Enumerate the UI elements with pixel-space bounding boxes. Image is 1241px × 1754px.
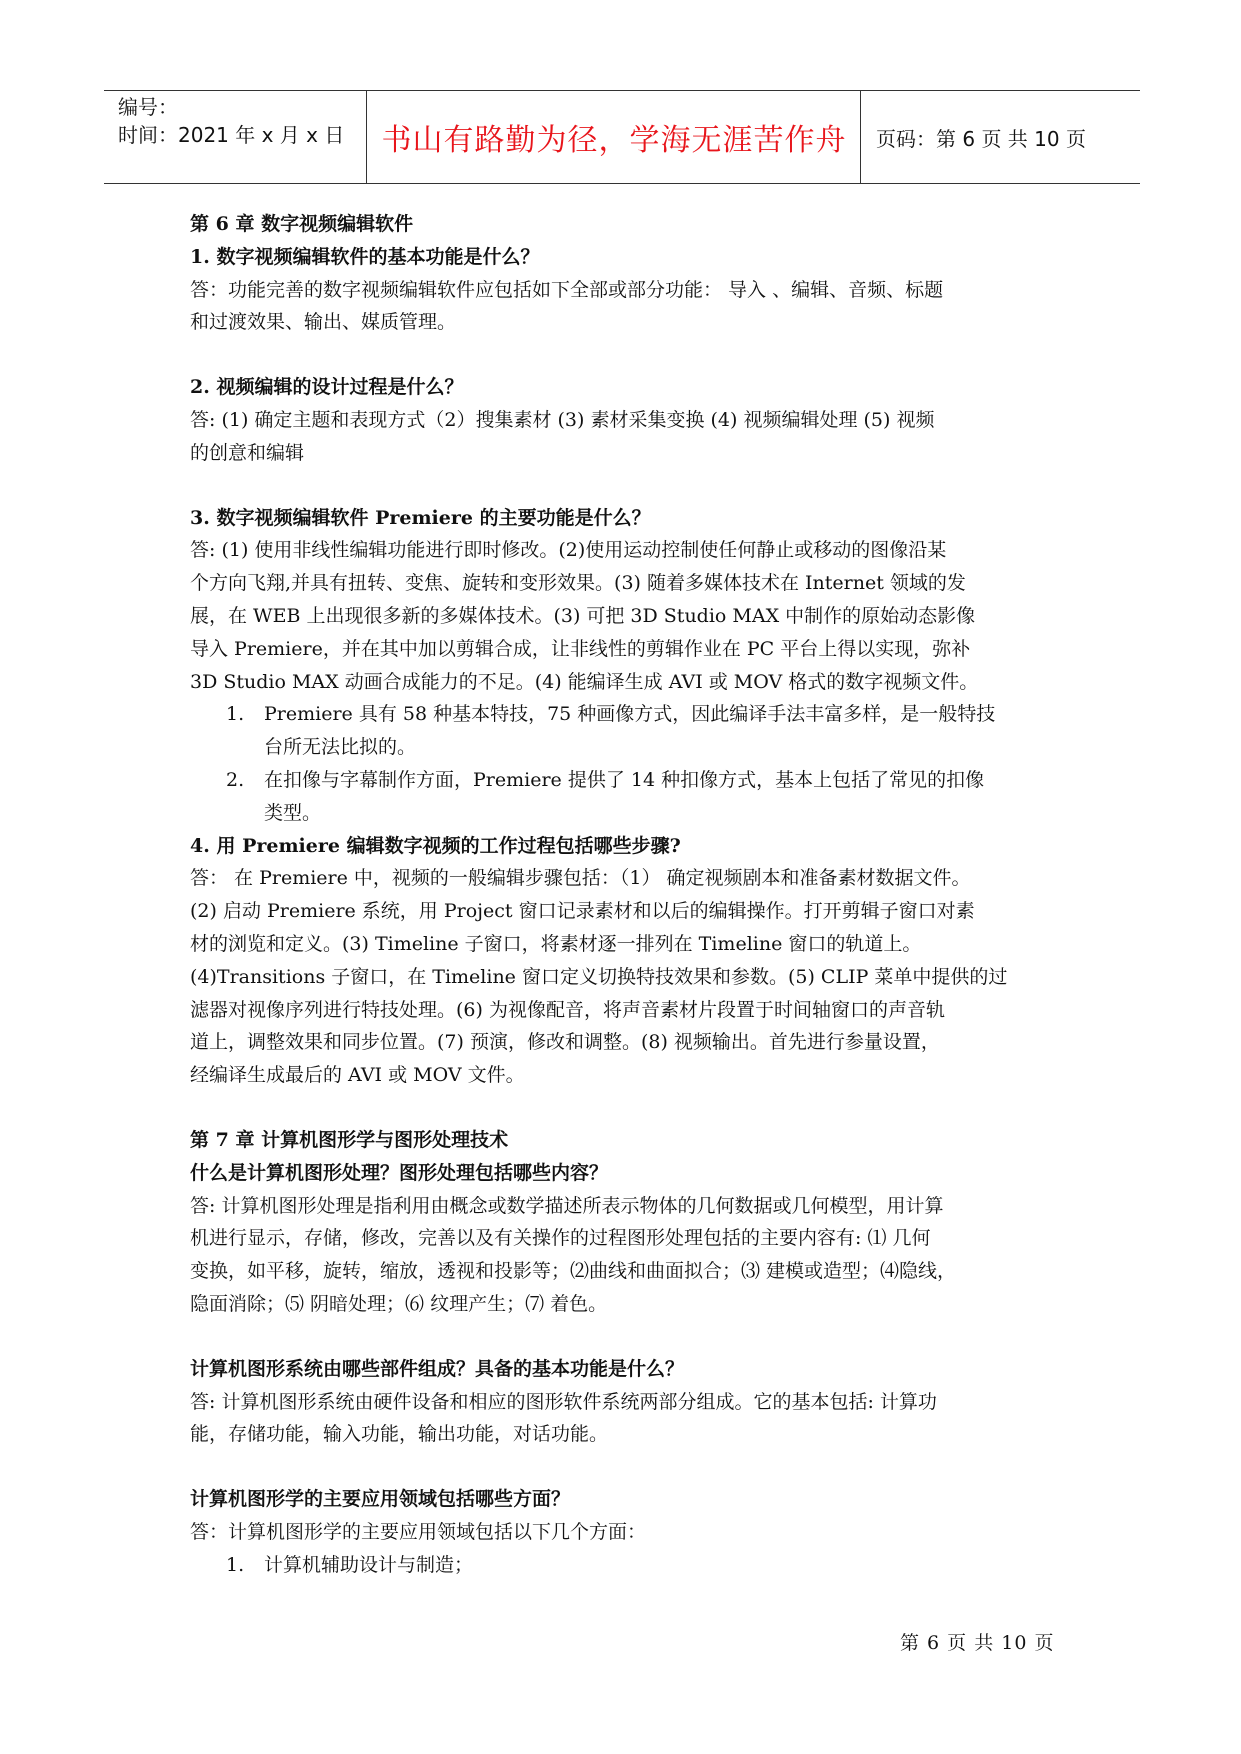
question-heading: 1. 数字视频编辑软件的基本功能是什么？ [190, 245, 540, 268]
header-meta [104, 91, 367, 183]
list-number: 2. [226, 768, 245, 791]
list-line: 在扣像与字幕制作方面，Premiere 提供了 14 种扣像方式，基本上包括了常见的扣像 [264, 768, 985, 791]
question-heading: 2. 视频编辑的设计过程是什么？ [190, 376, 464, 399]
paragraph-gap [190, 339, 1070, 371]
question-heading: 3. 数字视频编辑软件 Premiere 的主要功能是什么？ [190, 506, 651, 529]
answer-line: 答: 计算机图形系统由硬件设备和相应的图形软件系统两部分组成。它的基本包括: 计算功 [190, 1390, 937, 1413]
answer-line: 经编译生成最后的 AVI 或 MOV 文件。 [190, 1064, 525, 1087]
answer-line: 机进行显示，存储，修改，完善以及有关操作的过程图形处理包括的主要内容有: ⑴ 几何 [190, 1227, 931, 1250]
list-item [190, 1549, 1070, 1582]
answer-line: 变换，如平移，旋转，缩放，透视和投影等；⑵曲线和曲面拟合；⑶ 建模或造型；⑷隐线， [190, 1260, 957, 1283]
answer-line: 答: (1) 确定主题和表现方式（2）搜集素材 (3) 素材采集变换 (4) 视频编辑处理 (5) 视频 [190, 408, 935, 431]
question-heading: 计算机图形系统由哪些部件组成？具备的基本功能是什么？ [190, 1357, 685, 1380]
paragraph-gap [190, 1321, 1070, 1353]
answer-line: 展，在 WEB 上出现很多新的多媒体技术。(3) 可把 3D Studio MAX 中制作的原始动态影像 [190, 604, 976, 627]
list-line: 计算机辅助设计与制造； [264, 1553, 474, 1576]
answer-line: 个方向飞翔,并具有扭转、变焦、旋转和变形效果。(3) 随着多媒体技术在 Internet 领域的发 [190, 572, 966, 595]
answer-line: 3D Studio MAX 动画合成能力的不足。(4) 能编译生成 AVI 或 MOV 格式的数字视频文件。 [190, 670, 979, 693]
answer-line: 和过渡效果、输出、媒质管理。 [190, 311, 457, 334]
answer-line: 答：功能完善的数字视频编辑软件应包括如下全部或部分功能： 导入 、编辑、音频、标题 [190, 278, 944, 301]
header-motto [368, 91, 861, 183]
question-heading: 什么是计算机图形处理？图形处理包括哪些内容？ [190, 1161, 609, 1184]
motto-text: 书山有路勤为径，学海无涯苦作舟 [381, 123, 847, 158]
list-number: 1. [226, 703, 245, 726]
answer-line: 道上，调整效果和同步位置。(7) 预演，修改和调整。(8) 视频输出。首先进行参量设置， [190, 1031, 940, 1054]
answer-line: (2) 启动 Premiere 系统，用 Project 窗口记录素材和以后的编辑操作。打开剪辑子窗口对素 [190, 900, 975, 923]
header-page-label: 页码：第 6 页 共 10 页 [876, 126, 1086, 151]
list-line: 台所无法比拟的。 [264, 736, 417, 759]
answer-line: 隐面消除；⑸ 阴暗处理；⑹ 纹理产生；⑺ 着色。 [190, 1292, 608, 1315]
page-header [104, 90, 1140, 184]
document-body [190, 208, 1070, 1581]
answer-line: 滤器对视像序列进行特技处理。(6) 为视像配音，将声音素材片段置于时间轴窗口的声音轨 [190, 998, 945, 1021]
paragraph-gap [190, 1451, 1070, 1483]
answer-line: (4)Transitions 子窗口，在 Timeline 窗口定义切换特技效果和参数。(5) CLIP 菜单中提供的过 [190, 965, 1008, 988]
list-line: 类型。 [264, 801, 322, 824]
answer-line: 材的浏览和定义。(3) Timeline 子窗口，将素材逐一排列在 Timeline 窗口的轨道上。 [190, 932, 922, 955]
question-heading: 4. 用 Premiere 编辑数字视频的工作过程包括哪些步骤? [190, 834, 681, 857]
chapter-title: 第 7 章 计算机图形学与图形处理技术 [190, 1128, 509, 1151]
answer-line: 答: (1) 使用非线性编辑功能进行即时修改。(2)使用运动控制使任何静止或移动的图像沿某 [190, 539, 947, 562]
paragraph-gap [190, 1092, 1070, 1124]
list-number: 1. [226, 1553, 245, 1576]
answer-line: 答： 在 Premiere 中，视频的一般编辑步骤包括：（1） 确定视频剧本和准备素材数据文件。 [190, 867, 971, 890]
answer-line: 答：计算机图形学的主要应用领域包括以下几个方面： [190, 1520, 647, 1543]
time-label: 时间：2021 年 x 月 x 日 [118, 123, 345, 147]
answer-line: 答: 计算机图形处理是指利用由概念或数学描述所表示物体的几何数据或几何模型，用计算 [190, 1194, 944, 1217]
answer-line: 的创意和编辑 [190, 441, 305, 464]
chapter-title: 第 6 章 数字视频编辑软件 [190, 213, 414, 235]
list-item [190, 764, 1070, 830]
paragraph-gap [190, 470, 1070, 502]
question-heading: 计算机图形学的主要应用领域包括哪些方面？ [190, 1488, 571, 1511]
answer-line: 导入 Premiere，并在其中加以剪辑合成，让非线性的剪辑作业在 PC 平台上得以实现，弥补 [190, 637, 971, 660]
list-line: Premiere 具有 58 种基本特技，75 种画像方式，因此编译手法丰富多样，是一般特技 [264, 703, 996, 726]
answer-line: 能，存储功能，输入功能，输出功能，对话功能。 [190, 1423, 609, 1446]
number-label: 编号： [118, 95, 178, 119]
list-item [190, 698, 1070, 764]
page-footer: 第 6 页 共 10 页 [900, 1632, 1055, 1654]
